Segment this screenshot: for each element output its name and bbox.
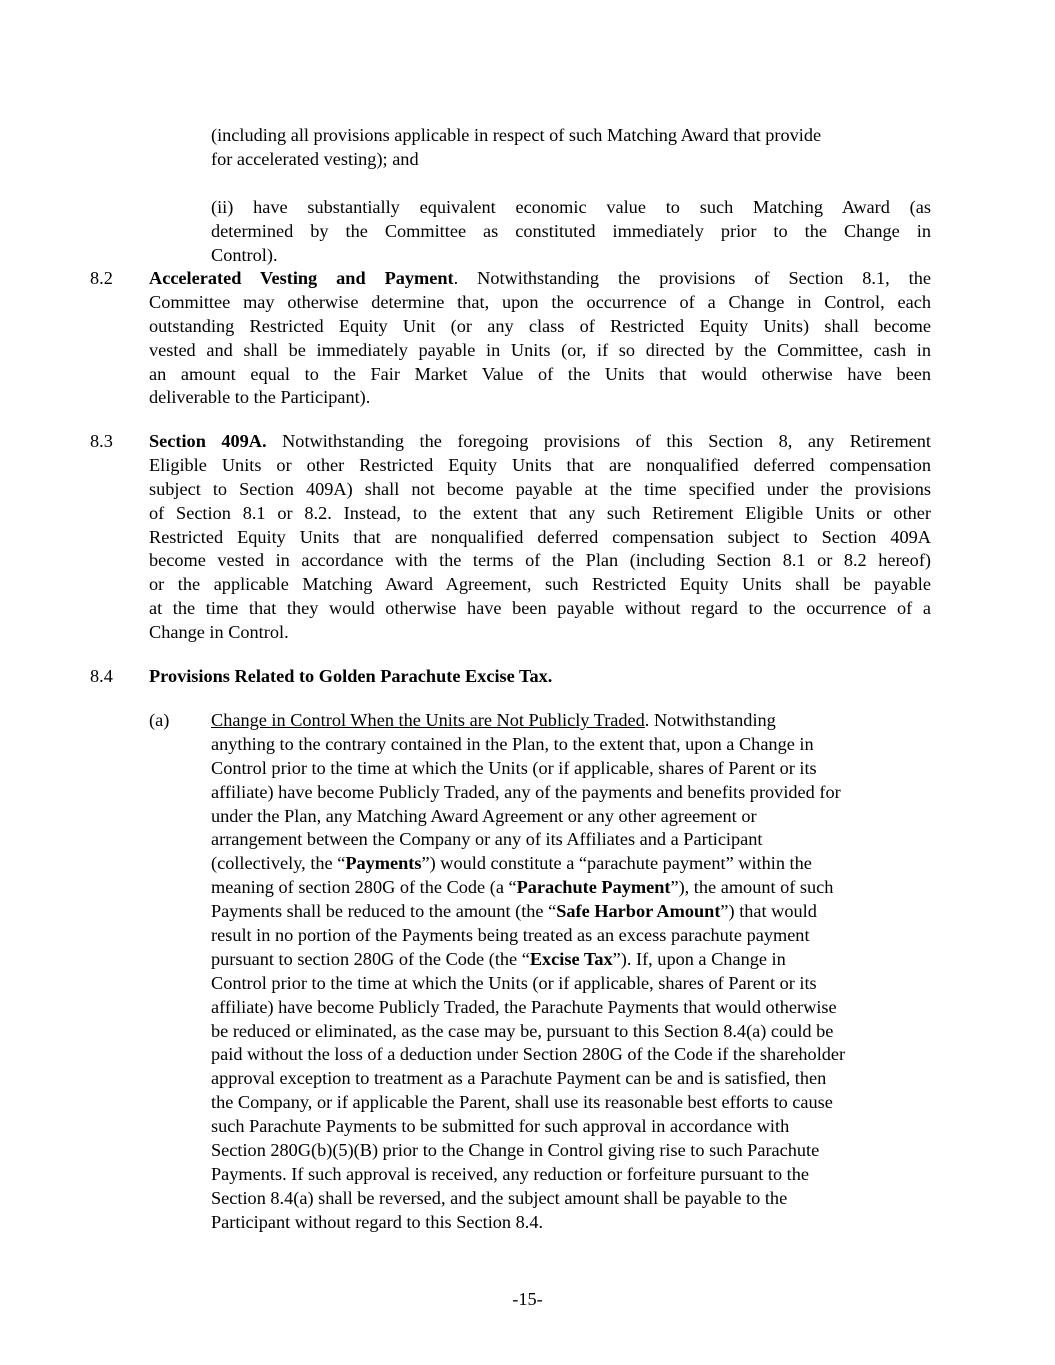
text-line [211,757,931,781]
text-line [149,478,931,502]
text-run: paid without the loss of a deduction under Section 280G of the Code if the shareholder [211,1044,846,1065]
text-run: affiliate) have become Publicly Traded, the Parachute Payments that would otherwise [211,996,837,1017]
text-line [211,1211,931,1235]
text-run: ”), the amount of such [670,877,834,898]
text-line [211,876,931,900]
text-run: meaning of section 280G of the Code (a “ [211,877,517,898]
text-run: anything to the contrary contained in the Plan, to the extent that, upon a Change in [211,733,814,754]
text-run: arrangement between the Company or any of its Affiliates and a Participant [211,829,763,850]
text-line [149,665,931,689]
text-line [149,291,931,315]
text-line [211,1187,931,1211]
text-run: outstanding Restricted Equity Unit (or any class of Restricted Equity Units) shall become [149,315,931,336]
text-run: (collectively, the “ [211,853,346,874]
text-run: determined by the Committee as constituted immediately prior to the Change in [211,220,931,241]
text-run: (ii) have substantially equivalent economic value to such Matching Award (as [211,197,931,217]
text-run: or the applicable Matching Award Agreement, such Restricted Equity Units shall be payable [149,574,931,595]
section-8-4-a-change-in-control [211,709,931,1235]
subsection-letter: (a) [149,710,170,730]
text-line [211,196,931,220]
text-run: for accelerated vesting); and [211,148,419,169]
bold-text: Parachute Payment [516,877,671,898]
text-run: pursuant to section 280G of the Code (the “ [211,948,530,969]
bold-text: Section 409A. [149,431,267,451]
text-run: Control prior to the time at which the Units (or if applicable, shares of Parent or its [211,757,817,778]
text-run: result in no portion of the Payments being treated as an excess parachute payment [211,925,810,946]
text-line [149,430,931,454]
text-run: Payments shall be reduced to the amount (the “ [211,901,557,922]
text-run: approval exception to treatment as a Parachute Payment can be and is satisfied, then [211,1068,827,1089]
text-run: Section 280G(b)(5)(B) prior to the Change in Control giving rise to such Parachute [211,1140,820,1161]
bold-text: Safe Harbor Amount [556,901,721,922]
continued-clause-i [211,124,931,172]
text-line [211,220,931,244]
text-line [211,1139,931,1163]
text-line [211,805,931,829]
section-number: 8.2 [90,268,113,288]
text-run: become vested in accordance with the terms of the Plan (including Section 8.1 or 8.2 hereof) [149,550,931,571]
text-line [149,363,931,387]
text-run: Control prior to the time at which the Units (or if applicable, shares of Parent or its [211,972,817,993]
text-run: Payments. If such approval is received, any reduction or forfeiture pursuant to the [211,1163,810,1184]
text-line [149,502,931,526]
text-run: affiliate) have become Publicly Traded, any of the payments and benefits provided for [211,781,841,802]
text-run: the Company, or if applicable the Parent, shall use its reasonable best efforts to cause [211,1092,833,1113]
text-run: Section 8.4(a) shall be reversed, and the subject amount shall be payable to the [211,1187,788,1208]
page-number: -15- [512,1289,543,1309]
text-line [149,315,931,339]
text-line [211,1020,931,1044]
text-line [211,972,931,996]
text-run: Eligible Units or other Restricted Equity Units that are nonqualified deferred compensation [149,454,931,475]
text-line [211,900,931,924]
bold-text: Accelerated Vesting and Payment [149,268,454,288]
text-run: Committee may otherwise determine that, upon the occurrence of a Change in Control, each [149,291,931,312]
text-run: of Section 8.1 or 8.2. Instead, to the extent that any such Retirement Eligible Units or other [149,502,931,523]
text-line [211,828,931,852]
text-run: Change in Control. [149,622,289,643]
bold-text: Payments [345,853,422,874]
text-line [211,148,931,172]
text-line [211,996,931,1020]
text-line [211,781,931,805]
text-line [149,526,931,550]
text-line [211,733,931,757]
underlined-text: Change in Control When the Units are Not Publicly Traded [211,710,645,730]
text-run: an amount equal to the Fair Market Value of the Units that would otherwise have been [149,363,931,384]
text-line [211,1091,931,1115]
text-line [149,339,931,363]
bold-text: Excise Tax [529,948,613,969]
text-line [211,924,931,948]
text-line [211,1163,931,1187]
text-run: at the time that they would otherwise have been payable without regard to the occurrence of a [149,598,931,619]
text-line [149,573,931,597]
text-run: Restricted Equity Units that are nonqualified deferred compensation subject to Section 409A [149,526,931,547]
text-line [211,1115,931,1139]
text-run: deliverable to the Participant). [149,387,371,408]
section-8-2-accelerated-vesting [149,267,931,410]
text-line [211,948,931,972]
text-run: be reduced or eliminated, as the case may be, pursuant to this Section 8.4(a) could be [211,1020,834,1041]
text-line [211,1067,931,1091]
section-8-3-409a [149,430,931,645]
text-line [149,597,931,621]
text-run: ”) would constitute a “parachute payment” within the [421,853,812,874]
bold-text: Provisions Related to Golden Parachute Excise Tax. [149,666,553,686]
text-line [211,709,931,733]
section-number: 8.4 [90,666,113,686]
section-number: 8.3 [90,431,113,451]
text-run: ”) that would [720,901,817,922]
text-run: . Notwithstanding the provisions of Section 8.1, the [453,268,931,288]
text-line [211,124,931,148]
text-run: under the Plan, any Matching Award Agreement or any other agreement or [211,805,757,826]
section-8-4-heading [149,665,931,689]
text-line [211,1043,931,1067]
text-line [211,244,931,268]
text-run: Control). [211,244,278,265]
text-line [149,386,931,410]
text-run: . Notwithstanding [644,710,776,730]
clause-ii [211,196,931,268]
text-run: subject to Section 409A) shall not become payable at the time specified under the provisions [149,478,931,499]
text-run: ”). If, upon a Change in [612,948,786,969]
text-line [211,852,931,876]
text-line [149,454,931,478]
text-run: Notwithstanding the foregoing provisions of this Section 8, any Retirement [266,431,932,451]
text-line [149,621,931,645]
text-line [149,549,931,573]
text-run: (including all provisions applicable in respect of such Matching Award that provide [211,125,822,145]
text-run: vested and shall be immediately payable in Units (or, if so directed by the Committee, cash in [149,339,931,360]
text-line [149,267,931,291]
text-run: Participant without regard to this Section 8.4. [211,1211,544,1232]
text-run: such Parachute Payments to be submitted for such approval in accordance with [211,1116,790,1137]
